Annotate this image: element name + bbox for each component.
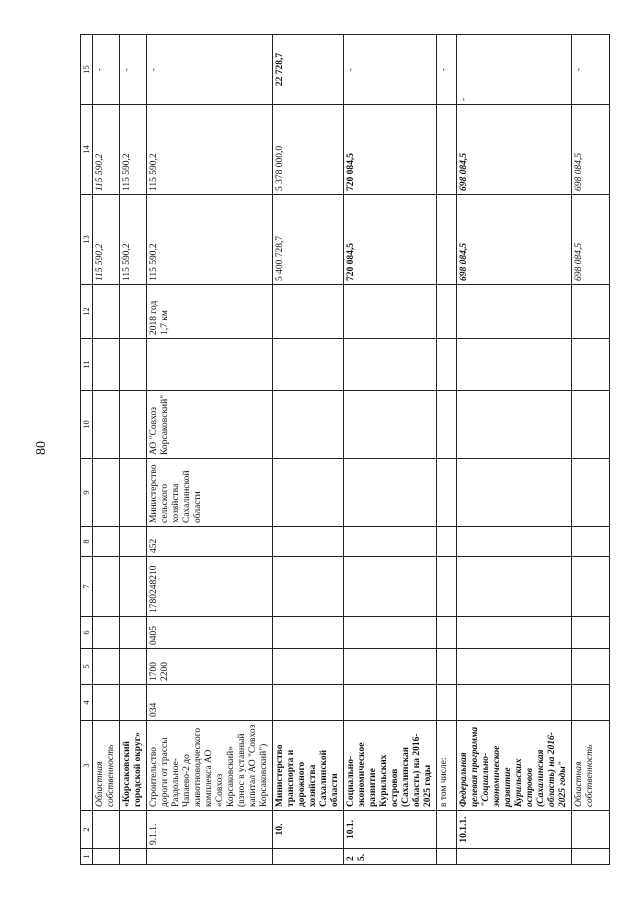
table-cell-col12: 2018 год 1,7 км (147, 285, 273, 339)
table-cell-col4 (344, 685, 437, 721)
rotated-table-container (80, 35, 595, 865)
table-cell-col12 (93, 285, 120, 339)
table-cell-col11 (120, 339, 147, 391)
table-row (120, 35, 147, 865)
table-cell-col14 (437, 105, 457, 195)
table-cell-col2 (120, 811, 147, 849)
table-cell-col12 (120, 285, 147, 339)
table-cell-col15: - (120, 35, 147, 105)
col-header-8: 8 (81, 527, 93, 557)
table-cell-col2 (93, 811, 120, 849)
column-number-row (81, 35, 93, 865)
table-cell-col13: 115 590,2 (147, 195, 273, 285)
table-cell-col1 (457, 849, 572, 865)
table-cell-col8 (93, 527, 120, 557)
budget-table (80, 34, 610, 865)
table-cell-col8 (572, 527, 610, 557)
table-cell-col6 (572, 617, 610, 649)
table-cell-col14: 698 084,5 (572, 105, 610, 195)
table-row (572, 35, 610, 865)
table-cell-col7 (273, 557, 344, 617)
table-cell-col7 (344, 557, 437, 617)
table-cell-col6 (120, 617, 147, 649)
table-cell-col4 (437, 685, 457, 721)
table-cell-col11 (273, 339, 344, 391)
table-cell-col15: - (93, 35, 120, 105)
table-cell-col5 (273, 649, 344, 685)
table-row (93, 35, 120, 865)
table-cell-col12 (344, 285, 437, 339)
table-cell-col6 (457, 617, 572, 649)
page-number: 80 (34, 441, 49, 455)
col-header-9: 9 (81, 459, 93, 527)
col-header-13: 13 (81, 195, 93, 285)
table-cell-col7: 1780248210 (147, 557, 273, 617)
table-cell-col10 (273, 391, 344, 459)
table-cell-col11 (457, 339, 572, 391)
col-header-4: 4 (81, 685, 93, 721)
table-cell-col4 (273, 685, 344, 721)
table-cell-col1 (147, 849, 273, 865)
table-cell-col12 (273, 285, 344, 339)
table-row (437, 35, 457, 865)
table-cell-col14: 115 590,2 (120, 105, 147, 195)
table-cell-col2: 10.1. (344, 811, 437, 849)
table-cell-col14: 115 590,2 (147, 105, 273, 195)
table-cell-col13: 720 084,5 (344, 195, 437, 285)
table-cell-col12 (572, 285, 610, 339)
col-header-1: 1 (81, 849, 93, 865)
table-cell-col3: в том числе: (437, 721, 457, 811)
table-row (147, 35, 273, 865)
table-cell-col2: 10. (273, 811, 344, 849)
col-header-7: 7 (81, 557, 93, 617)
table-cell-col14: 5 378 000,0 (273, 105, 344, 195)
table-cell-col5 (572, 649, 610, 685)
table-cell-col7 (457, 557, 572, 617)
table-cell-col5: 1700 2200 (147, 649, 273, 685)
table-cell-col8: 452 (147, 527, 273, 557)
table-cell-col11 (572, 339, 610, 391)
table-cell-col15: 22 728,7 (273, 35, 344, 105)
table-cell-col2 (572, 811, 610, 849)
table-cell-col9: Министерство сельского хозяйства Сахалинской области (147, 459, 273, 527)
table-cell-col1 (93, 849, 120, 865)
table-cell-col13: 115 590,2 (93, 195, 120, 285)
table-cell-col11 (437, 339, 457, 391)
table-cell-col3: Областная собственность (572, 721, 610, 811)
col-header-3: 3 (81, 721, 93, 811)
table-cell-col2 (437, 811, 457, 849)
table-cell-col5 (120, 649, 147, 685)
table-cell-col14: 115 590,2 (93, 105, 120, 195)
col-header-2: 2 (81, 811, 93, 849)
table-cell-col15: - (344, 35, 437, 105)
table-cell-col5 (437, 649, 457, 685)
table-cell-col13: 698 084,5 (572, 195, 610, 285)
table-cell-col12 (457, 285, 572, 339)
table-cell-col9 (273, 459, 344, 527)
table-cell-col14: 720 084,5 (344, 105, 437, 195)
table-cell-col1 (572, 849, 610, 865)
table-cell-col1 (273, 849, 344, 865)
col-header-6: 6 (81, 617, 93, 649)
table-cell-col3: Федеральная целевая программа "Социально-экономическое развитие Курильских островов (Сахалинская область) на 2016-2025 годы" (457, 721, 572, 811)
table-cell-col7 (437, 557, 457, 617)
table-cell-col13: 698 084,5 (457, 195, 572, 285)
table-cell-col5 (93, 649, 120, 685)
table-cell-col8 (344, 527, 437, 557)
table-cell-col9 (437, 459, 457, 527)
table-cell-col9 (572, 459, 610, 527)
table-cell-col11 (344, 339, 437, 391)
table-cell-col2: 10.1.1. (457, 811, 572, 849)
table-cell-col9 (457, 459, 572, 527)
table-cell-col4 (120, 685, 147, 721)
col-header-15: 15 (81, 35, 93, 105)
table-cell-col3: Областная собственность (93, 721, 120, 811)
table-cell-col13: 5 400 728,7 (273, 195, 344, 285)
table-cell-col6 (273, 617, 344, 649)
table-cell-col1 (120, 849, 147, 865)
table-cell-col9 (344, 459, 437, 527)
table-cell-col2: 9.1.1. (147, 811, 273, 849)
table-cell-col15: - (437, 35, 457, 105)
table-cell-col8 (273, 527, 344, 557)
table-cell-col3: Строительство дороги от трассы Раздольное-Чапаево-2 до животноводческого комплекса АО «Совхоз Корсаковский» (взнос в уставный капитал АО "Совхоз Корсаковский") (147, 721, 273, 811)
table-cell-col4 (93, 685, 120, 721)
table-cell-col15: - (572, 35, 610, 105)
table-cell-col10 (93, 391, 120, 459)
table-cell-col7 (572, 557, 610, 617)
col-header-11: 11 (81, 339, 93, 391)
table-cell-col10 (437, 391, 457, 459)
table-cell-col9 (93, 459, 120, 527)
table-cell-col10 (344, 391, 437, 459)
table-cell-col12 (437, 285, 457, 339)
table-cell-col10: АО "Совхоз Корсаковский" (147, 391, 273, 459)
table-cell-col5 (344, 649, 437, 685)
table-cell-col8 (437, 527, 457, 557)
table-cell-col3: «Корсаковский городской округ» (120, 721, 147, 811)
table-cell-col4 (457, 685, 572, 721)
table-cell-col3: Министерство транспорта и дорожного хозяйства Сахалинской области (273, 721, 344, 811)
table-row (344, 35, 437, 865)
table-cell-col5 (457, 649, 572, 685)
table-cell-col10 (120, 391, 147, 459)
table-cell-col6 (344, 617, 437, 649)
table-cell-col15: - (457, 35, 572, 105)
table-cell-col10 (457, 391, 572, 459)
table-cell-col4 (572, 685, 610, 721)
table-cell-col6 (437, 617, 457, 649)
table-cell-col10 (572, 391, 610, 459)
table-cell-col11 (93, 339, 120, 391)
table-cell-col9 (120, 459, 147, 527)
table-cell-col14: 698 084,5 (457, 105, 572, 195)
table-cell-col7 (120, 557, 147, 617)
col-header-12: 12 (81, 285, 93, 339)
table-cell-col7 (93, 557, 120, 617)
table-cell-col13: 115 590,2 (120, 195, 147, 285)
table-cell-col11 (147, 339, 273, 391)
table-row (273, 35, 344, 865)
table-cell-col15: - (147, 35, 273, 105)
table-cell-col6: 0405 (147, 617, 273, 649)
table-cell-col4: 034 (147, 685, 273, 721)
table-row (457, 35, 572, 865)
col-header-14: 14 (81, 105, 93, 195)
table-cell-col6 (93, 617, 120, 649)
table-cell-col1: 25. (344, 849, 437, 865)
table-cell-col13 (437, 195, 457, 285)
table-cell-col1 (437, 849, 457, 865)
table-cell-col8 (457, 527, 572, 557)
col-header-10: 10 (81, 391, 93, 459)
col-header-5: 5 (81, 649, 93, 685)
table-cell-col8 (120, 527, 147, 557)
table-cell-col3: Социально-экономическое развитие Курильских островов (Сахалинская область) на 2016-2025 годы (344, 721, 437, 811)
